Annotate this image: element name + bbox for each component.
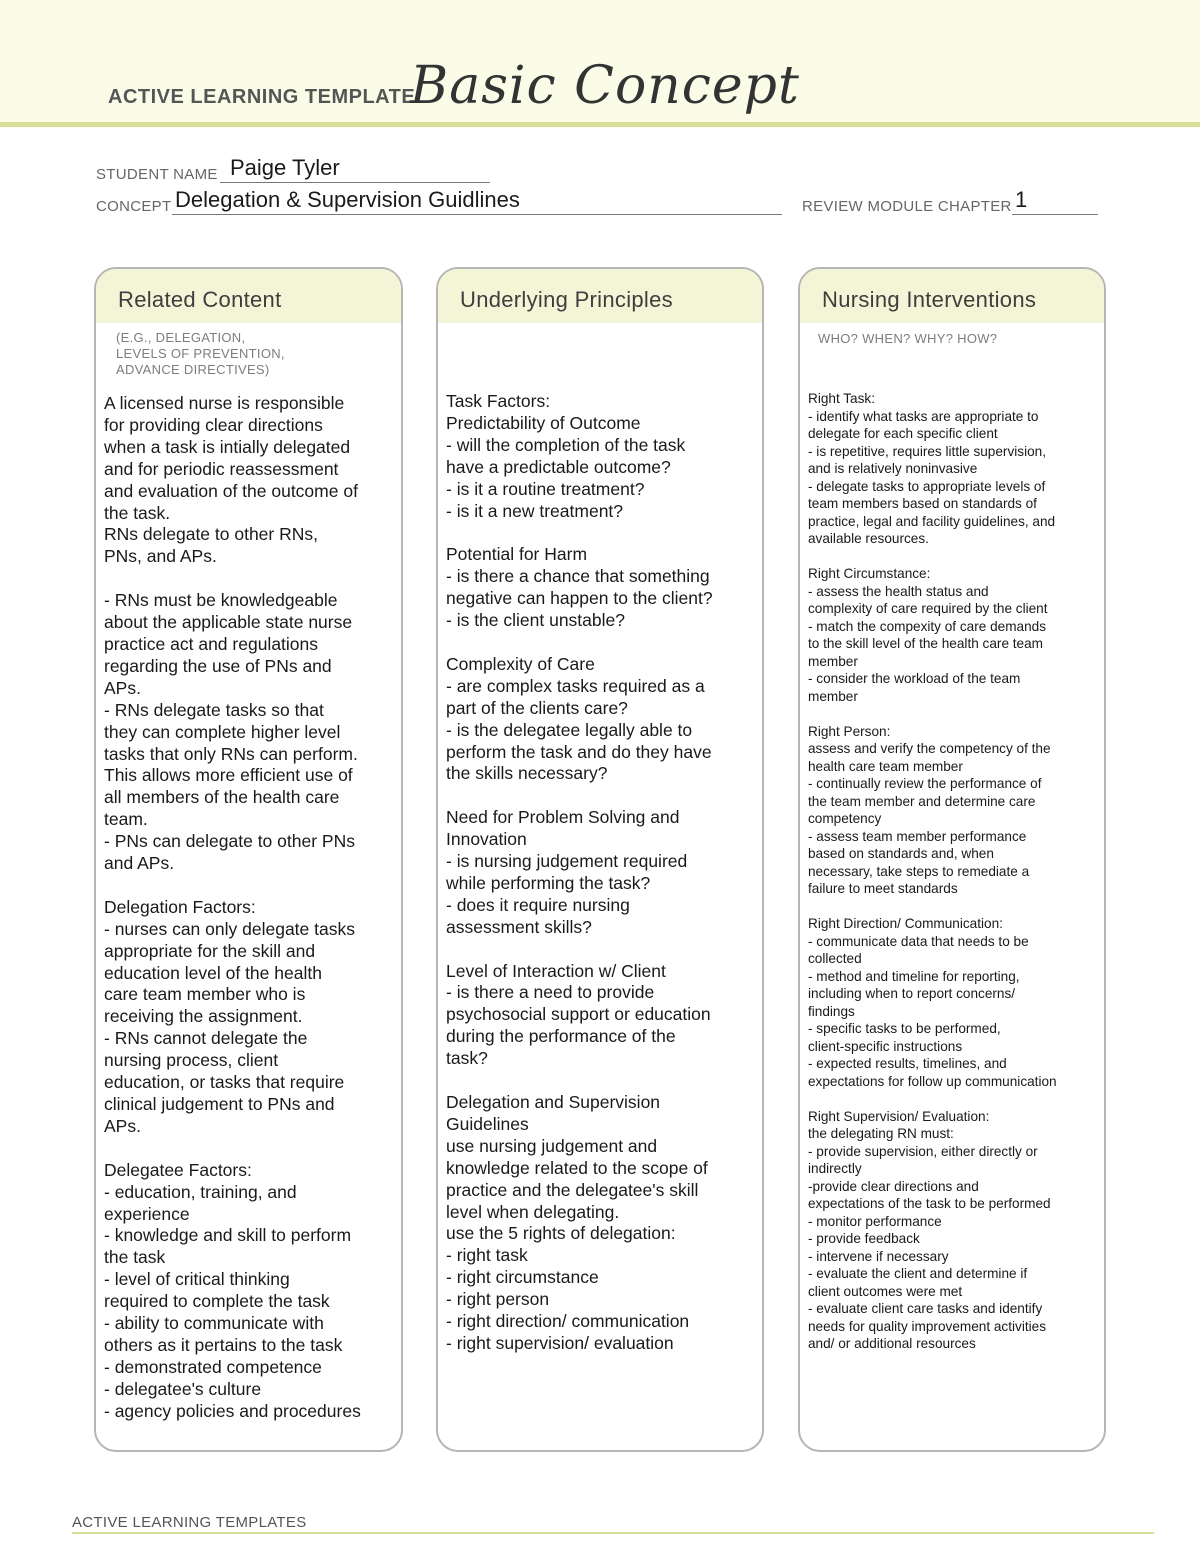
template-header [0, 0, 1200, 122]
student-name-label: STUDENT NAME [96, 166, 218, 183]
underlying-principles-panel [436, 267, 764, 1452]
nursing-interventions-title: Nursing Interventions [822, 287, 1037, 312]
chapter-field[interactable]: 1 [1015, 187, 1028, 212]
underlying-principles-title: Underlying Principles [460, 287, 673, 312]
related-content-subtitle: (E.G., DELEGATION, LEVELS OF PREVENTION, ADVANCE DIRECTIVES) [116, 330, 285, 377]
nursing-interventions-header [800, 269, 1104, 323]
chapter-underline [1012, 214, 1098, 215]
template-title: Basic Concept [410, 56, 800, 116]
nursing-interventions-subtitle: WHO? WHEN? WHY? HOW? [818, 331, 998, 346]
related-content-title: Related Content [118, 287, 282, 312]
underlying-principles-text[interactable]: Task Factors: Predictability of Outcome - will the completion of the task have a predictable outcome? - is it a routine treatment? - is it a new treatment? Potential for Harm - is there a chance that something negative can happen to the client? - is the client unstable? Complexity of Care - are complex tasks required as a part of the clients care? - is the delegatee legally able to perform the task and do they have the skills necessary? Need for Problem Solving and Innovation - is nursing judgement required while performing the task? - does it require nursing assessment skills? Level of Interaction w/ Client - is there a need to provide psychosocial support or education during the performance of the task? Delegation and Supervision Guidelines use nursing judgement and knowledge related to the scope of practice and the delegatee's skill level when delegating. use the 5 rights of delegation: - right task - right circumstance - right person - right direction/ communication - right supervision/ evaluation [446, 391, 713, 1353]
related-content-text[interactable]: A licensed nurse is responsible for providing clear directions when a task is intially delegated and for periodic reassessment and evaluation of the outcome of the task. RNs delegate to other RNs, PNs, and APs. - RNs must be knowledgeable about the applicable state nurse practice act and regulations regarding the use of PNs and APs. - RNs delegate tasks so that they can complete higher level tasks that only RNs can perform. This allows more efficient use of all members of the health care team. - PNs can delegate to other PNs and APs. Delegation Factors: - nurses can only delegate tasks appropriate for the skill and education level of the health care team member who is receiving the assignment. - RNs cannot delegate the nursing process, client education, or tasks that require clinical judgement to PNs and APs. Delegatee Factors: - education, training, and experience - knowledge and skill to perform the task - level of critical thinking required to complete the task - ability to communicate with others as it pertains to the task - demonstrated competence - delegatee's culture - agency policies and procedures [104, 393, 361, 1421]
related-content-header [96, 269, 401, 323]
student-name-underline [220, 182, 490, 183]
chapter-label: REVIEW MODULE CHAPTER [802, 198, 1012, 215]
footer-divider [72, 1532, 1154, 1534]
concept-underline [172, 214, 782, 215]
footer-label: ACTIVE LEARNING TEMPLATES [72, 1514, 307, 1531]
nursing-interventions-text[interactable]: Right Task: - identify what tasks are appropriate to delegate for each specific client - is repetitive, requires little supervision, and is relatively noninvasive - delegate tasks to appropriate levels of team members based on standards of practice, legal and facility guidelines, and available resources. Right Circumstance: - assess the health status and complexity of care required by the client - match the compexity of care demands to the skill level of the health care team member - consider the workload of the team member Right Person: assess and verify the competency of the health care team member - continually review the performance of the team member and determine care competency - assess team member performance based on standards and, when necessary, take steps to remediate a failure to meet standards Right Direction/ Communication: - communicate data that needs to be collected - method and timeline for reporting, including when to report concerns/ findings - specific tasks to be performed, client-specific instructions - expected results, timelines, and expectations for follow up communication Right Supervision/ Evaluation: the delegating RN must: - provide supervision, either directly or indirectly -provide clear directions and expectations of the task to be performed - monitor performance - provide feedback - intervene if necessary - evaluate the client and determine if client outcomes were met - evaluate client care tasks and identify needs for quality improvement activities and/ or additional resources [808, 391, 1057, 1351]
nursing-interventions-panel [798, 267, 1106, 1452]
underlying-principles-header [438, 269, 762, 323]
header-divider [0, 122, 1200, 127]
related-content-panel [94, 267, 403, 1452]
concept-label: CONCEPT [96, 198, 172, 215]
template-label: ACTIVE LEARNING TEMPLATE: [108, 86, 423, 108]
concept-field[interactable]: Delegation & Supervision Guidlines [175, 187, 520, 212]
student-name-field[interactable]: Paige Tyler [230, 155, 340, 180]
